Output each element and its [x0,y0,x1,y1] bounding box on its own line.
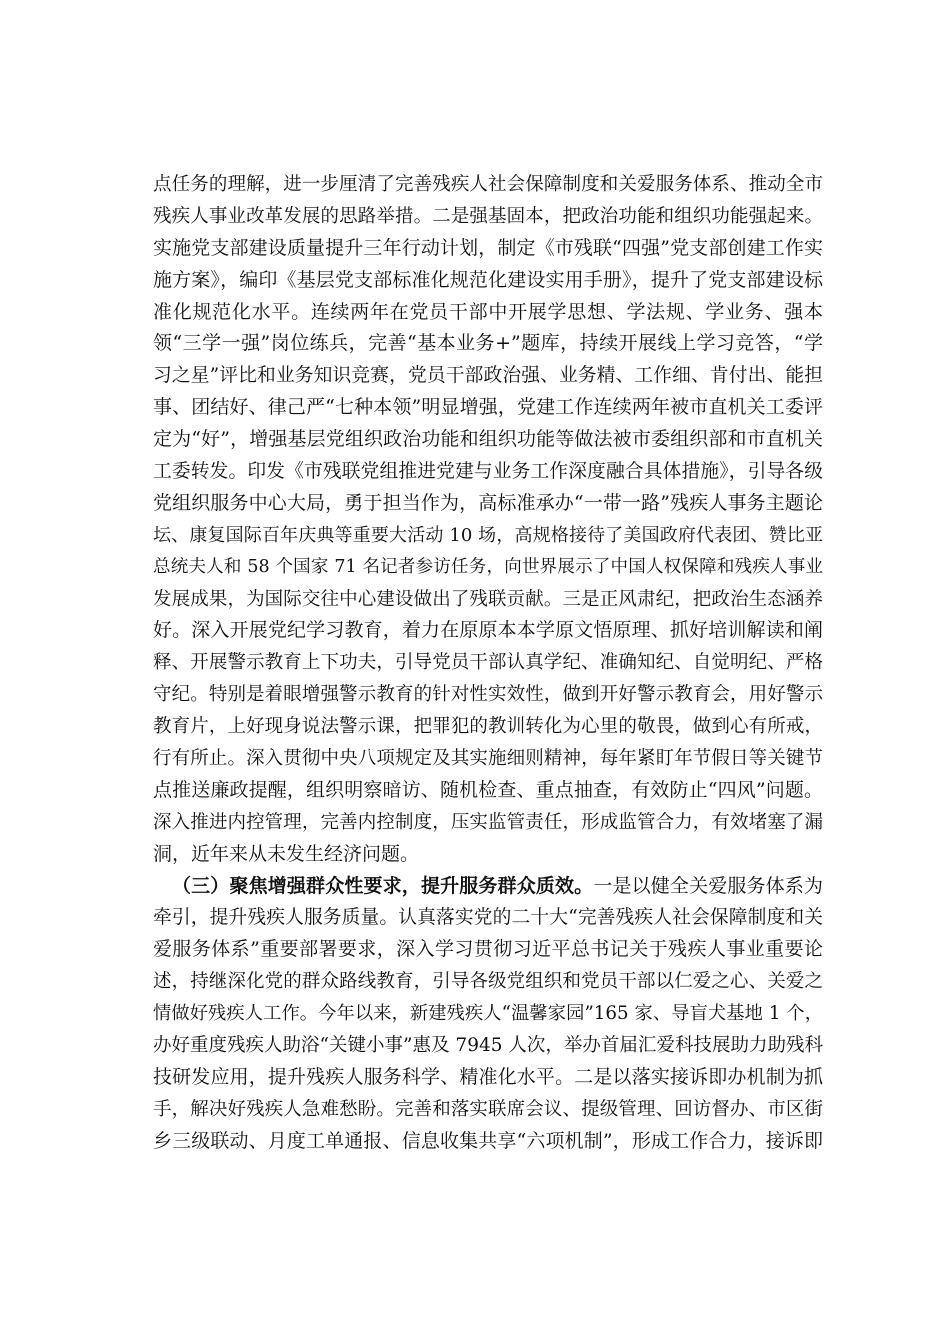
text-line: 坛、康复国际百年庆典等重要大活动 10 场，高规格接待了美国政府代表团、赞比亚 [153,524,823,546]
text-line: 施方案》，编印《基层党支部标准化规范化建设实用手册》，提升了党支部建设标 [153,268,823,291]
section-heading-rest: 一是以健全关爱服务体系为 [593,874,823,897]
text-line: 手，解决好残疾人急难愁盼。完善和落实联席会议、提级管理、回访督办、市区街 [153,1098,823,1120]
text-line: 残疾人事业改革发展的思路举措。二是强基固本，把政治功能和组织功能强起来。 [153,205,823,227]
text-line: 爱服务体系”重要部署要求，深入学习贯彻习近平总书记关于残疾人事业重要论 [153,938,823,961]
text-line: 行有所止。深入贯彻中央八项规定及其实施细则精神，每年紧盯年节假日等关键节 [153,748,823,770]
text-line: 点任务的理解，进一步厘清了完善残疾人社会保障制度和关爱服务体系、推动全市 [153,174,823,195]
text-line: 习之星”评比和业务知识竞赛，党员干部政治强、业务精、工作细、肯付出、能担 [153,365,823,387]
text-line: 述，持继深化党的群众路线教育，引导各级党组织和党员干部以仁爱之心、关爱之 [153,971,823,993]
text-line: 教育片，上好现身说法警示课，把罪犯的教训转化为心里的敬畏，做到心有所戒， [153,716,823,738]
text-line: 深入推进内控管理，完善内控制度，压实监管责任，形成监管合力，有效堵塞了漏 [153,811,823,833]
text-line: 领“三学一强”岗位练兵，完善“基本业务+”题库，持续开展线上学习竞答，“学 [153,332,823,355]
text-line: 党组织服务中心大局，勇于担当作为，高标准承办“一带一路”残疾人事务主题论 [153,491,823,514]
body-text [153,169,823,1158]
text-line: 牵引，提升残疾人服务质量。认真落实党的二十大“完善残疾人社会保障制度和关 [153,907,823,929]
text-line: 总统夫人和 58 个国家 71 名记者参访任务，向世界展示了中国人权保障和残疾人事业 [153,556,823,577]
text-line: 实施党支部建设质量提升三年行动计划，制定《市残联“四强”党支部创建工作实 [153,236,823,259]
text-line: 好。深入开展党纪学习教育，着力在原原本本学原文悟原理、抓好培训解读和阐 [153,619,823,642]
text-line: 点推送廉政提醒，组织明察暗访、随机检查、重点抽查，有效防止“四风”问题。 [153,778,823,801]
text-line: 办好重度残疾人助浴“关键小事”惠及 7945 人次，举办首届汇爱科技展助力助残科 [153,1035,823,1057]
text-line: 工委转发。印发《市残联党组推进党建与业务工作深度融合具体措施》，引导各级 [153,461,823,483]
text-line: 守纪。特别是着眼增强警示教育的针对性实效性，做到开好警示教育会，用好警示 [153,684,823,706]
text-line: 释、开展警示教育上下功夫，引导党员干部认真学纪、准确知纪、自觉明纪、严格 [153,652,823,674]
section-heading: （三）聚焦增强群众性要求，提升服务群众质效。 [172,874,594,897]
text-line: 技研发应用，提升残疾人服务科学、精准化水平。二是以落实接诉即办机制为抓 [153,1065,823,1088]
section-heading-line [153,871,823,903]
text-line: 情做好残疾人工作。今年以来，新建残疾人“温馨家园”165 家、导盲犬基地 1 个， [153,1003,823,1025]
text-line: 乡三级联动、月度工单通报、信息收集共享“六项机制”，形成工作合力，接诉即 [153,1129,823,1152]
text-line: 发展成果，为国际交往中心建设做出了残联贡献。三是正风肃纪，把政治生态涵养 [153,588,823,610]
text-line: 准化规范化水平。连续两年在党员干部中开展学思想、学法规、学业务、强本 [153,300,823,323]
text-line: 事、团结好、律己严“七种本领”明显增强，党建工作连续两年被市直机关工委评 [153,396,823,419]
text-line: 定为“好”，增强基层党组织政治功能和组织功能等做法被市委组织部和市直机关 [153,428,823,451]
paragraph-end-line: 洞，近年来从未发生经济问题。 [153,842,420,865]
